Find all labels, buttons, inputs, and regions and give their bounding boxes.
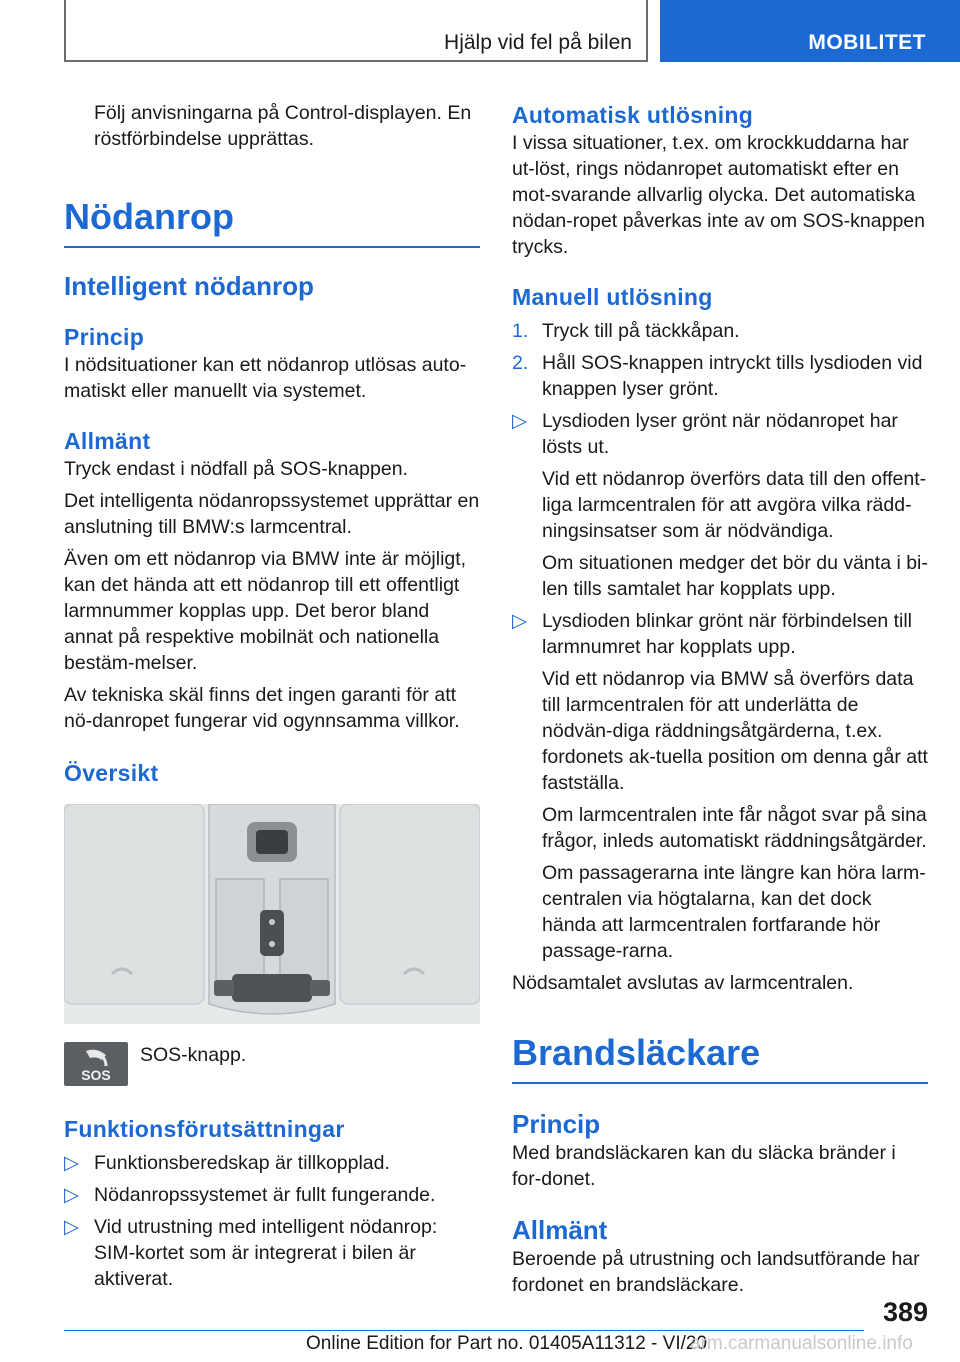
brand-allmant-text: Beroende på utrustning och landsutförande har fordonet en brandsläckare. (512, 1248, 920, 1296)
right-column (512, 100, 928, 1298)
list-item: ▷ Lysdioden lyser grönt när nödanropet har lösts ut. (512, 410, 898, 458)
triangle-bullet-icon: ▷ (512, 610, 527, 632)
sos-button-icon (64, 1042, 128, 1086)
bullet-a-detail-2: Om situationen medger det bör du vänta i bi-len tills samtalet har kopplats upp. (542, 552, 928, 600)
step-item: 1. Tryck till på täckkåpan. (512, 320, 740, 342)
heading-princip: Princip (64, 324, 145, 350)
list-item: ▷ Nödanropssystemet är fullt fungerande. (64, 1184, 436, 1206)
overhead-console-photo (64, 804, 480, 1024)
manual-steps-list (512, 318, 928, 460)
footer-edition: Online Edition for Part no. 01405A11312 - VI/20 (306, 1333, 708, 1354)
bullet-b-detail-2: Om larmcentralen inte får något svar på sina frågor, inleds automatiskt räddningsåtgärder. (542, 804, 927, 852)
left-column (64, 100, 480, 1292)
page-number: 389 (882, 1297, 928, 1327)
triangle-bullet-icon: ▷ (64, 1216, 79, 1238)
allmant-paragraph-1: Tryck endast i nödfall på SOS-knappen. (64, 458, 408, 480)
heading-allmant: Allmänt (64, 428, 151, 454)
footer-rule (64, 1330, 864, 1331)
heading-brandslackare: Brandsläckare (512, 1032, 928, 1084)
heading-funktionsforutsattningar: Funktionsförutsättningar (64, 1116, 345, 1142)
sos-legend (64, 1024, 480, 1084)
step-item: 2. Håll SOS-knappen intryckt tills lysdioden vid knappen lyser grönt. (512, 352, 923, 400)
chapter-tab-label: MOBILITET (808, 31, 926, 54)
sos-caption: SOS-knapp. (140, 1044, 247, 1066)
heading-nodanrop: Nödanrop (64, 196, 480, 248)
heading-brand-allmant: Allmänt (512, 1215, 608, 1245)
heading-oversikt: Översikt (64, 760, 159, 786)
triangle-bullet-icon: ▷ (512, 410, 527, 432)
intro-text: Följ anvisningarna på Control-displayen. En röstförbindelse upprättas. (94, 102, 472, 150)
heading-intelligent-nodanrop: Intelligent nödanrop (64, 271, 314, 301)
header-chapter-tab (660, 0, 960, 62)
allmant-paragraph-2: Det intelligenta nödanropssystemet upprättar en anslutning till BMW:s larmcentral. (64, 490, 480, 538)
list-item: ▷ Funktionsberedskap är tillkopplad. (64, 1152, 390, 1174)
auto-text: I vissa situationer, t.ex. om krockkuddarna har ut-löst, rings nödanropet automatiskt efter en mot-svarande allvarlig olycka. Det automatiska nödan-ropet påverkas inte av om SOS-knappen trycks. (512, 132, 925, 258)
bullet-b-detail-1: Vid ett nödanrop via BMW så överförs data till larmcentralen för att underlätta de nödvän-diga räddningsåtgärderna, t.ex. fordonets ak-tuella position om denna går att fastställa. (542, 668, 928, 794)
heading-brand-princip: Princip (512, 1109, 601, 1139)
header-section-box (64, 0, 648, 62)
funktion-list (64, 1150, 480, 1292)
closing-text: Nödsamtalet avslutas av larmcentralen. (512, 972, 854, 994)
triangle-bullet-icon: ▷ (64, 1152, 79, 1174)
list-item: ▷ Lysdioden blinkar grönt när förbindelsen till larmnumret har kopplats upp. (512, 610, 912, 658)
sos-icon-text: SOS (81, 1067, 111, 1083)
brand-princip-text: Med brandsläckaren kan du släcka bränder i for-donet. (512, 1142, 896, 1190)
triangle-bullet-icon: ▷ (64, 1184, 79, 1206)
header-section-title: Hjälp vid fel på bilen (444, 31, 632, 54)
bullet-a-detail-1: Vid ett nödanrop överförs data till den offent-liga larmcentralen för att avgöra vilka rädd-ningsinsatser som är nödvändiga. (542, 468, 927, 542)
princip-text: I nödsituationer kan ett nödanrop utlösas auto-matiskt eller manuellt via systemet. (64, 354, 467, 402)
bullet-b-detail-3: Om passagerarna inte längre kan höra larm-centralen via högtalarna, kan det dock hända att larmcentralen fortfarande hör passage-rarna. (542, 862, 926, 962)
allmant-paragraph-4: Av tekniska skäl finns det ingen garanti för att nö-danropet fungerar vid ogynnsamma villkor. (64, 684, 460, 732)
heading-automatisk-utlosning: Automatisk utlösning (512, 102, 754, 128)
allmant-paragraph-3: Även om ett nödanrop via BMW inte är möjligt, kan det hända att ett nödanrop till ett offentligt larmnummer kopplas upp. Det beror bland annat på respektive mobilnät och nationella bestäm-melser. (64, 548, 467, 674)
list-item: ▷ Vid utrustning med intelligent nödanrop: SIM-kortet som är integrerat i bilen är aktiverat. (64, 1216, 438, 1290)
footer-watermark: arm.carmanualsonline.info (690, 1333, 913, 1354)
heading-manuell-utlosning: Manuell utlösning (512, 284, 713, 310)
